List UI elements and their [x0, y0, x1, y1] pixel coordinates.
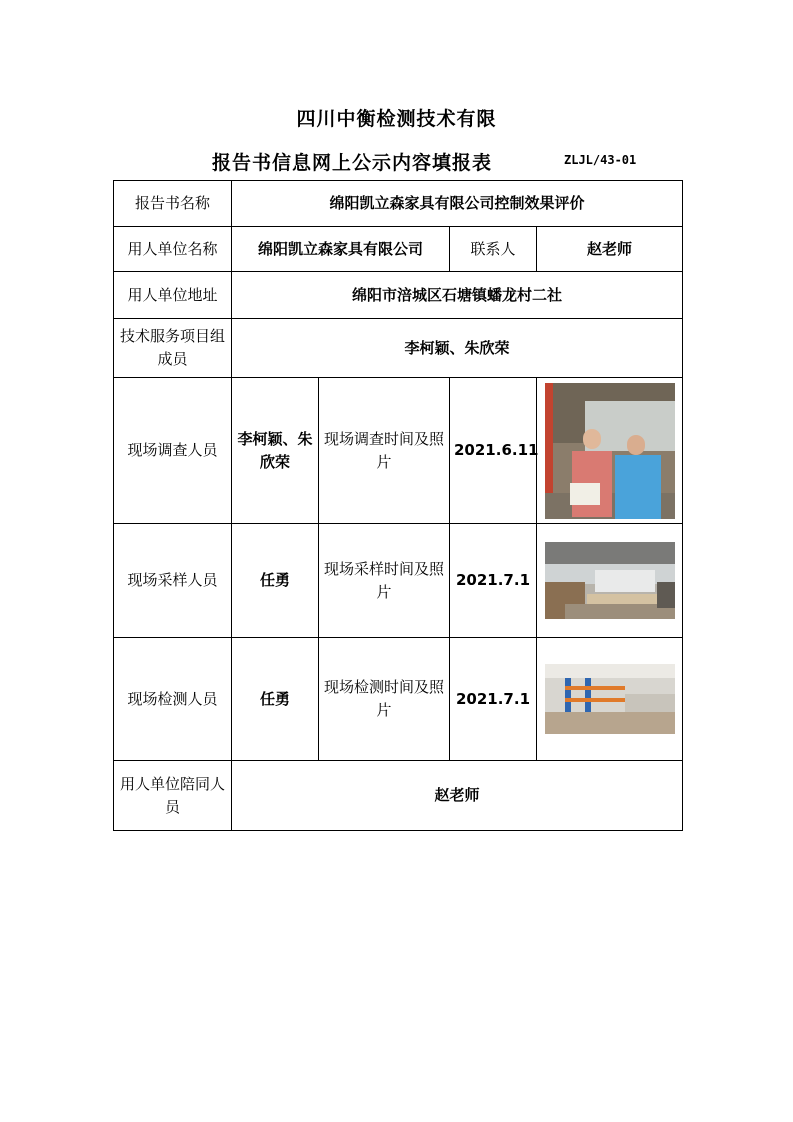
report-name-value: 绵阳凯立森家具有限公司控制效果评价 — [232, 181, 683, 227]
sampling-label: 现场采样人员 — [114, 524, 232, 638]
survey-photo-cell — [537, 378, 683, 524]
report-name-label: 报告书名称 — [114, 181, 232, 227]
contact-value: 赵老师 — [537, 227, 683, 272]
contact-label: 联系人 — [450, 227, 537, 272]
row-survey — [114, 378, 683, 524]
form-title: 报告书信息网上公示内容填报表 — [212, 152, 493, 174]
project-members-value: 李柯颖、朱欣荣 — [232, 319, 683, 378]
sampling-date: 2021.7.1 — [450, 524, 537, 638]
sampling-photo — [545, 542, 675, 619]
row-project-members — [114, 319, 683, 378]
row-sampling — [114, 524, 683, 638]
survey-label: 现场调查人员 — [114, 378, 232, 524]
survey-photo — [545, 383, 675, 519]
testing-person: 任勇 — [232, 638, 319, 761]
form-code: ZLJL/43-01 — [564, 153, 637, 167]
testing-photo — [545, 664, 675, 734]
testing-date: 2021.7.1 — [450, 638, 537, 761]
row-escort — [114, 761, 683, 831]
testing-time-label: 现场检测时间及照片 — [319, 638, 450, 761]
employer-name-value: 绵阳凯立森家具有限公司 — [232, 227, 450, 272]
survey-date: 2021.6.11 — [450, 378, 537, 524]
row-employer-address — [114, 272, 683, 319]
employer-name-label: 用人单位名称 — [114, 227, 232, 272]
company-title: 四川中衡检测技术有限 — [296, 108, 497, 130]
employer-address-label: 用人单位地址 — [114, 272, 232, 319]
sampling-time-label: 现场采样时间及照片 — [319, 524, 450, 638]
sampling-photo-cell — [537, 524, 683, 638]
employer-address-value: 绵阳市涪城区石塘镇蟠龙村二社 — [232, 272, 683, 319]
testing-photo-cell — [537, 638, 683, 761]
escort-value: 赵老师 — [232, 761, 683, 831]
testing-label: 现场检测人员 — [114, 638, 232, 761]
row-report-name — [114, 181, 683, 227]
row-employer-name — [114, 227, 683, 272]
sampling-person: 任勇 — [232, 524, 319, 638]
disclosure-form-table — [113, 180, 683, 831]
survey-person: 李柯颖、朱欣荣 — [232, 378, 319, 524]
survey-time-label: 现场调查时间及照片 — [319, 378, 450, 524]
escort-label: 用人单位陪同人员 — [114, 761, 232, 831]
project-members-label: 技术服务项目组成员 — [114, 319, 232, 378]
row-testing — [114, 638, 683, 761]
